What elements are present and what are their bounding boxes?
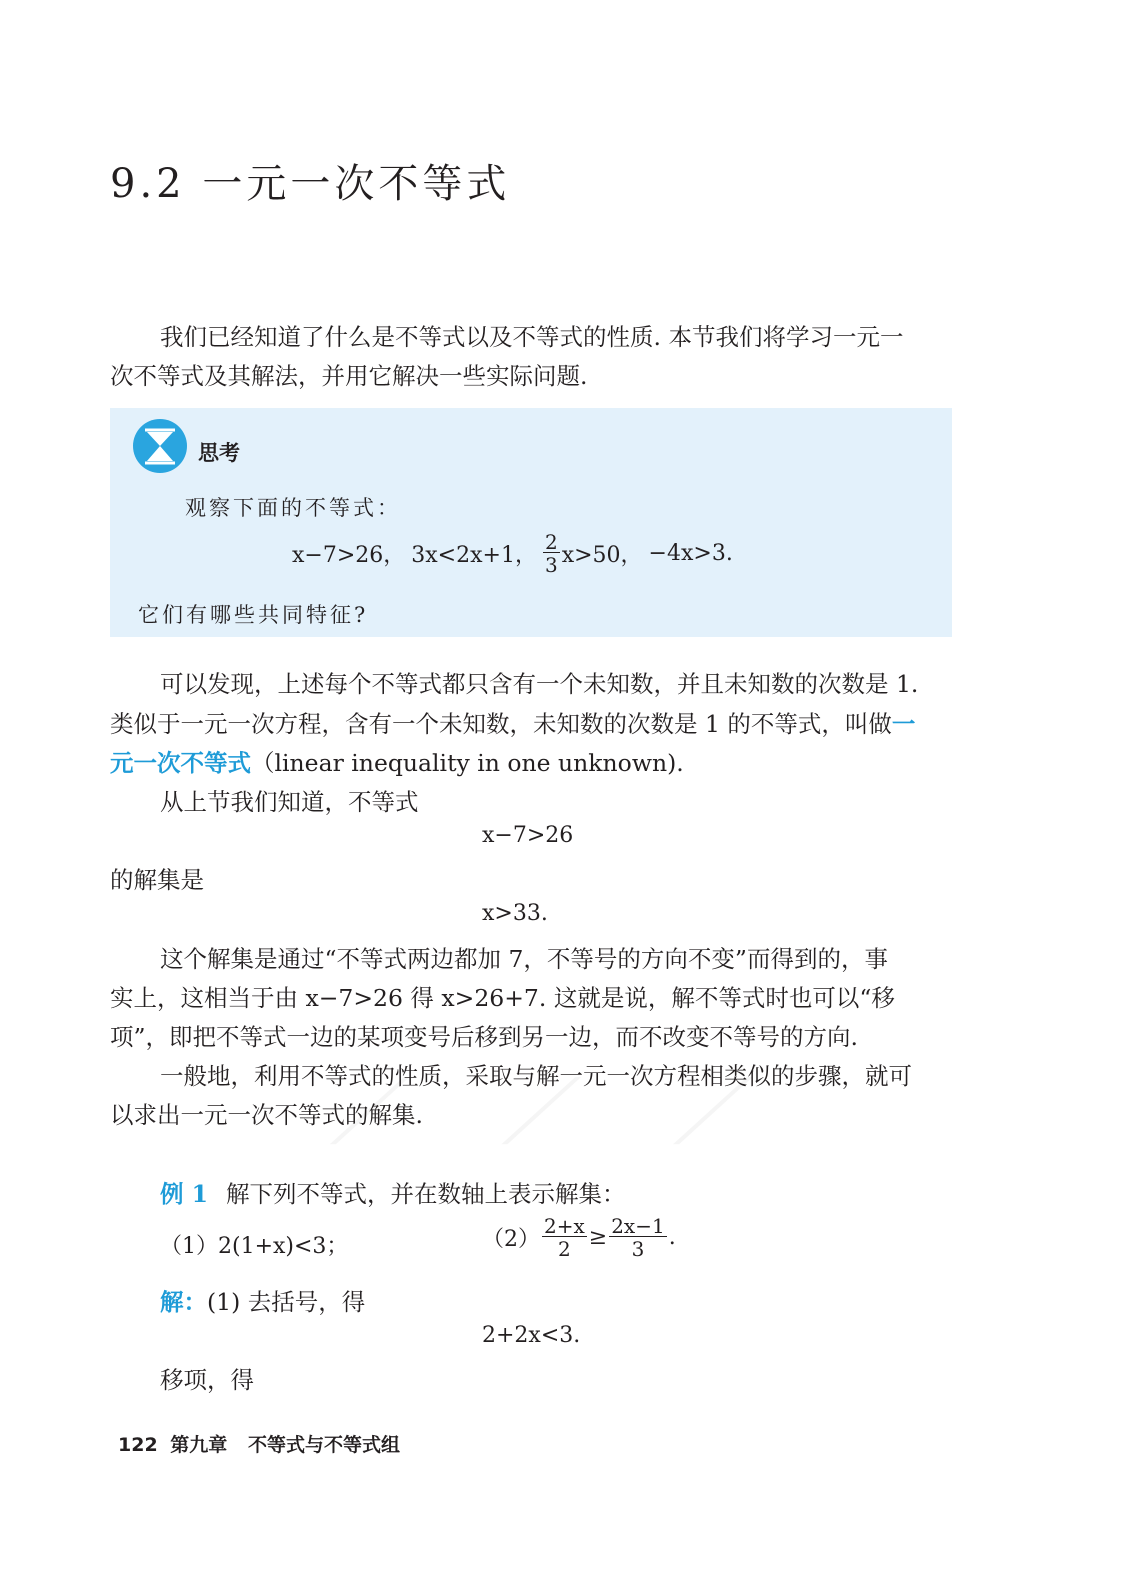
example-item-2-prefix: （2）: [482, 1227, 540, 1252]
equation-3: 2+2x<3.: [482, 1323, 581, 1348]
term-highlight: 元一次不等式: [110, 749, 251, 777]
fraction-denominator: 3: [544, 553, 558, 577]
body-p1-line-3: [110, 744, 684, 778]
example-label: 例 1: [160, 1180, 209, 1208]
fraction-numerator: 2: [544, 530, 558, 554]
solution-label: 解：: [160, 1288, 207, 1316]
chapter-title: 不等式与不等式组: [247, 1434, 400, 1456]
body-p1-line-2: [110, 705, 915, 739]
solution-text: (1) 去括号，得: [207, 1288, 366, 1316]
inequality-1: x−7>26，: [292, 543, 406, 568]
equation-2: x>33.: [482, 901, 548, 926]
chapter-number: 第九章: [170, 1434, 228, 1456]
fraction-right-numerator: 2x−1: [611, 1214, 665, 1238]
body-p3-line-2: 实上，这相当于由 x−7>26 得 x>26+7. 这就是说，解不等式时也可以“移: [110, 984, 895, 1012]
intro-line-1: 我们已经知道了什么是不等式以及不等式的性质. 本节我们将学习一元一: [160, 323, 904, 351]
example-item-2: [482, 1216, 676, 1259]
fraction-two-thirds: [543, 532, 560, 575]
body-p3-line-1: 这个解集是通过“不等式两边都加 7，不等号的方向不变”而得到的，事: [160, 945, 888, 973]
inequality-2: 3x<2x+1，: [411, 543, 537, 568]
inequality-3-tail: x>50，: [561, 543, 643, 568]
body-p1-line-1: 可以发现，上述每个不等式都只含有一个未知数，并且未知数的次数是 1.: [160, 670, 919, 698]
fraction-right-denominator: 3: [631, 1237, 645, 1261]
fraction-left: [542, 1216, 587, 1259]
body-p4-line-2: 以求出一元一次不等式的解集.: [110, 1101, 423, 1129]
body-p2-line-2: 的解集是: [110, 866, 204, 894]
page-footer: [118, 1430, 400, 1457]
watermark: [330, 1060, 776, 1166]
example-item-2-end: .: [668, 1225, 676, 1250]
equation-1: x−7>26: [482, 823, 574, 848]
intro-line-2: 次不等式及其解法，并用它解决一些实际问题.: [110, 362, 588, 390]
fraction-left-denominator: 2: [558, 1237, 571, 1261]
step-text: 移项，得: [160, 1366, 254, 1394]
think-question: 它们有哪些共同特征?: [138, 603, 369, 627]
section-title: 9.2 一元一次不等式: [110, 161, 511, 207]
example-item-1: （1）2(1+x)<3；: [160, 1234, 349, 1259]
body-p4-line-1: 一般地，利用不等式的性质，采取与解一元一次方程相类似的步骤，就可: [160, 1062, 912, 1090]
term-highlight-start: 一: [891, 710, 916, 738]
page-number: 122: [118, 1434, 158, 1456]
body-p2-line-1: 从上节我们知道，不等式: [160, 788, 419, 816]
fraction-right: [609, 1216, 667, 1259]
example-1-heading: [160, 1175, 626, 1209]
body-p1-line-2-text: 类似于一元一次方程，含有一个未知数，未知数的次数是 1 的不等式，叫做: [110, 710, 892, 738]
hourglass-icon: [133, 419, 187, 473]
inequality-4: −4x>3.: [648, 541, 733, 566]
fraction-left-numerator: 2+x: [544, 1214, 585, 1238]
think-prompt: 观察下面的不等式：: [185, 496, 401, 520]
body-p3-line-3: 项”，即把不等式一边的某项变号后移到另一边，而不改变不等号的方向.: [110, 1023, 858, 1051]
geq-symbol: ≥: [588, 1225, 608, 1250]
example-text: 解下列不等式，并在数轴上表示解集：: [226, 1180, 626, 1208]
term-english: （linear inequality in one unknown).: [251, 749, 684, 777]
think-label: 思考: [198, 441, 240, 465]
solution-line: [160, 1283, 365, 1317]
think-inequalities: [292, 532, 733, 575]
